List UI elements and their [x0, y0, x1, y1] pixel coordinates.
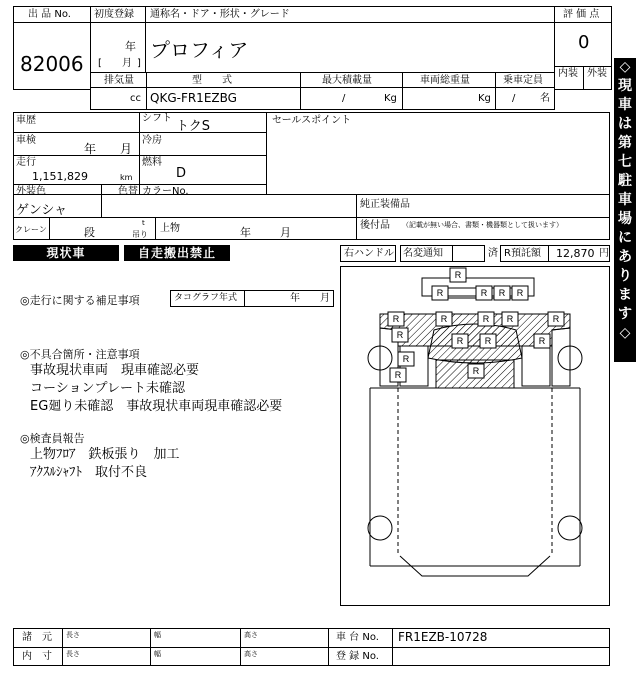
chassis-value: FR1EZB-10728 — [398, 630, 488, 644]
sidebar-char: 駐 — [618, 173, 632, 189]
sidebar-char: 第 — [618, 135, 632, 151]
shift-label: シフト — [142, 113, 172, 124]
max-load-unit: Kg — [384, 93, 397, 104]
defect-line-2: コーションプレート未確認 — [30, 381, 185, 396]
dims-label: 諸 元 — [22, 632, 52, 643]
sidebar-char: す — [618, 306, 632, 322]
repair-marker-label: R — [552, 314, 560, 324]
inspector-line-1: 上物ﾌﾛｱ 鉄板張り 加工 — [30, 447, 180, 462]
sidebar-char: ◇ — [619, 59, 631, 75]
repair-marker-label: R — [436, 288, 444, 298]
capacity-label: 乗車定員 — [503, 75, 543, 86]
tachograph-year: 年 — [290, 293, 300, 304]
ac-label: 冷房 — [142, 135, 162, 146]
fuel-label: 燃料 — [142, 157, 162, 168]
lot-number-label: 出 品 No. — [28, 9, 71, 20]
registration-label: 登 録 No. — [336, 651, 379, 662]
color-change-label: 色替 — [118, 186, 138, 197]
inspection-label: 車検 — [16, 135, 36, 146]
body-year: 年 — [240, 226, 251, 239]
model-name-label: 通称名・ドア・形状・グレード — [150, 9, 290, 20]
repair-marker-label: R — [484, 336, 492, 346]
gross-weight-label: 車両総重量 — [420, 75, 470, 86]
inspection-year: 年 — [84, 142, 97, 156]
aftermarket-label: 後付品 — [360, 220, 390, 231]
displacement-unit: cc — [130, 93, 141, 104]
repair-marker-label: R — [506, 314, 514, 324]
max-load-slash: / — [342, 93, 346, 104]
sidebar-char: 車 — [618, 192, 632, 208]
sidebar-char: 現 — [618, 78, 632, 94]
sidebar-char: あ — [618, 249, 632, 265]
aftermarket-note: （記載が無い場合、書類・機器類として扱います） — [402, 221, 563, 229]
type-value: QKG-FR1EZBG — [150, 91, 237, 105]
crane-label: クレーン — [15, 225, 47, 234]
defect-line-3: EG廻り未確認 事故現状車両現車確認必要 — [30, 399, 283, 414]
mileage-value: 1,151,829 — [32, 170, 88, 183]
sales-point-label: セールスポイント — [272, 115, 352, 126]
score-value: 0 — [578, 32, 590, 53]
truck-diagram — [340, 266, 610, 606]
lot-number: 82006 — [20, 52, 84, 76]
inspection-month: 月 — [120, 142, 133, 156]
name-change-label: 名変通知 — [403, 248, 443, 259]
repair-marker-label: R — [394, 370, 402, 380]
supplement-title: ◎走行に関する補足事項 — [20, 294, 140, 307]
score-label: 評 価 点 — [563, 9, 600, 20]
repair-marker-label: R — [498, 288, 506, 298]
repair-marker-label: R — [402, 354, 410, 364]
chassis-label: 車 台 No. — [336, 632, 379, 643]
defects-title: ◎不具合箇所・注意事項 — [20, 348, 140, 361]
crane-t: t — [142, 219, 145, 227]
fuel-value: D — [176, 166, 187, 181]
body-month: 月 — [280, 226, 291, 239]
repair-marker-label: R — [472, 366, 480, 376]
repair-marker-label: R — [392, 314, 400, 324]
history-label: 車歴 — [16, 115, 36, 126]
dims-height-label: 高さ — [244, 631, 258, 639]
inspector-title: ◎検査員報告 — [20, 432, 85, 445]
repair-marker-label: R — [396, 330, 404, 340]
repair-marker-label: R — [440, 314, 448, 324]
sidebar-char: 場 — [618, 211, 632, 227]
repair-marker-label: R — [480, 288, 488, 298]
type-label: 型 式 — [192, 75, 232, 86]
sidebar-char: 車 — [618, 97, 632, 113]
color-no-label: カラーNo. — [142, 186, 189, 197]
sidebar-char: に — [618, 230, 632, 246]
model-name: プロフィア — [150, 38, 249, 62]
body-label: 上物 — [160, 223, 180, 234]
repair-marker-label: R — [454, 270, 462, 280]
first-registration-label: 初度登録 — [94, 9, 134, 20]
interior-length-label: 長さ — [66, 650, 80, 658]
defect-line-1: 事故現状車両 現車確認必要 — [30, 363, 200, 378]
shift-value: トクS — [176, 119, 210, 134]
interior-height-label: 高さ — [244, 650, 258, 658]
dims-length-label: 長さ — [66, 631, 80, 639]
sidebar-char: り — [618, 268, 632, 284]
capacity-slash: / — [512, 93, 516, 104]
sidebar-char: は — [618, 116, 632, 132]
r-deposit-label: R預託額 — [504, 248, 541, 259]
sidebar-char: ま — [618, 287, 632, 303]
genuine-equipment-label: 純正装備品 — [360, 199, 410, 210]
first-reg-year-label: 年 — [125, 40, 136, 53]
first-reg-month-label: 月 — [122, 58, 132, 69]
inspector-line-2: ｱｸｽﾙｼｬﾌﾄ 取付不良 — [30, 465, 148, 480]
mileage-label: 走行 — [16, 157, 36, 168]
repair-marker-label: R — [516, 288, 524, 298]
r-deposit-value: 12,870 — [556, 247, 595, 260]
color-label: 外装色 — [16, 186, 46, 197]
tachograph-label: タコグラフ年式 — [174, 293, 238, 303]
parking-notice-sidebar — [614, 58, 636, 362]
crane-stage: 段 — [84, 226, 95, 239]
current-condition-banner: 現状車 — [13, 245, 119, 261]
tachograph-month: 月 — [320, 293, 330, 304]
no-self-drive-banner: 自走搬出禁止 — [124, 245, 230, 261]
interior-score-label: 内装 — [558, 68, 578, 79]
plate-done-icon: 済 — [488, 248, 498, 259]
dims-width-label: 幅 — [154, 631, 161, 639]
r-deposit-unit: 円 — [599, 248, 609, 259]
sidebar-char: ◇ — [619, 325, 631, 341]
gross-weight-unit: Kg — [478, 93, 491, 104]
interior-dims-label: 内 寸 — [22, 651, 52, 662]
sidebar-char: 七 — [618, 154, 632, 170]
interior-width-label: 幅 — [154, 650, 161, 658]
exterior-score-label: 外装 — [587, 68, 607, 79]
steering-value: 右ハンドル — [344, 248, 394, 259]
mileage-unit: km — [120, 173, 133, 182]
max-load-label: 最大積載量 — [322, 75, 372, 86]
crane-hang: 吊り — [132, 230, 148, 239]
displacement-label: 排気量 — [104, 75, 134, 86]
first-reg-bracket-open: [ — [98, 58, 102, 69]
repair-marker-label: R — [538, 336, 546, 346]
first-reg-bracket-close: ] — [137, 58, 141, 69]
repair-marker-label: R — [482, 314, 490, 324]
color-value: ゲンシャ — [16, 203, 68, 218]
repair-marker-label: R — [456, 336, 464, 346]
capacity-unit: 名 — [540, 93, 550, 104]
